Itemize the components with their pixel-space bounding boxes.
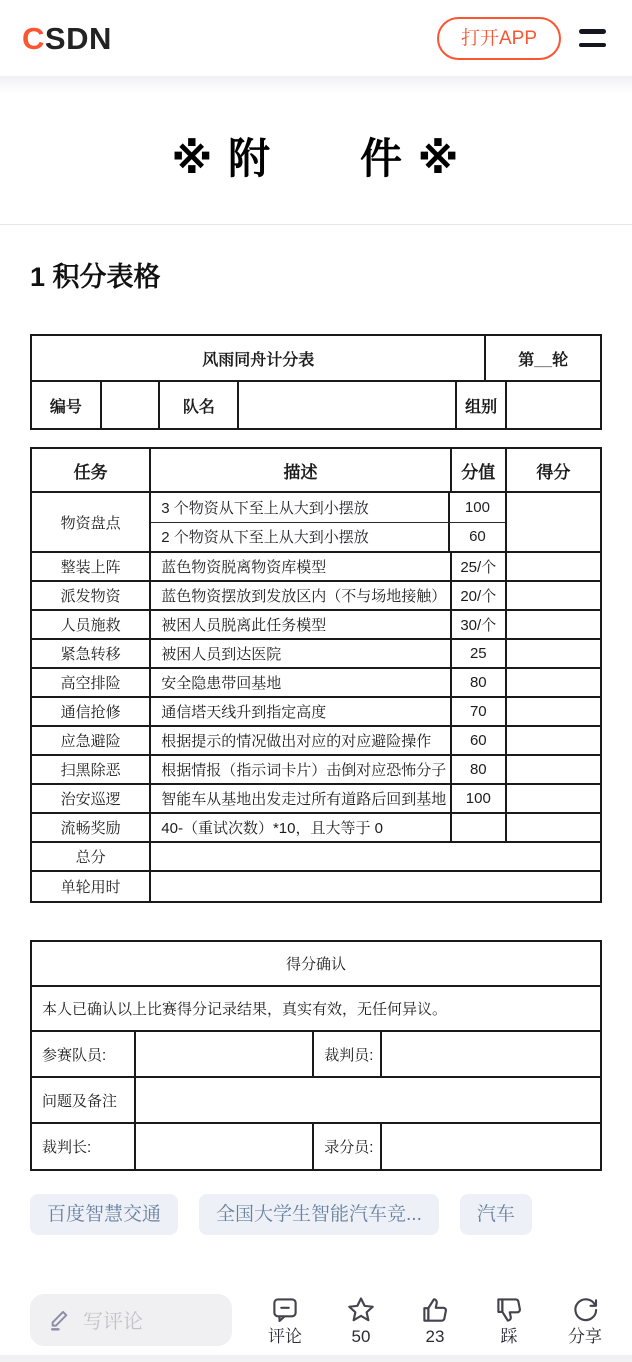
divider bbox=[0, 224, 632, 225]
desc-cell: 通信塔天线升到指定高度 bbox=[151, 698, 451, 725]
table-row bbox=[32, 611, 600, 640]
table-row bbox=[32, 553, 600, 582]
player-label: 参赛队员: bbox=[32, 1032, 136, 1076]
table-row bbox=[32, 727, 600, 756]
table-row bbox=[32, 669, 600, 698]
info-num-label: 编号 bbox=[32, 382, 102, 428]
task-cell: 扫黑除恶 bbox=[32, 756, 151, 783]
table-row bbox=[32, 814, 600, 843]
score-cell bbox=[507, 814, 600, 841]
desc-cell: 根据提示的情况做出对应的对应避险操作 bbox=[151, 727, 451, 754]
bottom-edge-strip bbox=[0, 1355, 632, 1362]
confirm-title: 得分确认 bbox=[285, 956, 346, 973]
table-row bbox=[32, 582, 600, 611]
page-title: ※ 附 件 ※ bbox=[171, 135, 461, 182]
desc-cell: 根据情报（指示词卡片）击倒对应恐怖分子 bbox=[151, 756, 451, 783]
desc-cell: 3 个物资从下至上从大到小摆放 bbox=[151, 493, 450, 522]
dislike-button[interactable] bbox=[494, 1295, 524, 1345]
comment-placeholder: 写评论 bbox=[83, 1311, 143, 1333]
col-score: 得分 bbox=[536, 462, 571, 482]
recorder-label: 录分员: bbox=[314, 1124, 382, 1169]
csdn-logo[interactable] bbox=[22, 20, 112, 56]
score-cell bbox=[507, 640, 600, 667]
task-cell: 派发物资 bbox=[32, 582, 151, 609]
table-row bbox=[32, 785, 600, 814]
total-field bbox=[151, 843, 600, 870]
table-row bbox=[32, 698, 600, 727]
thumbs-down-icon bbox=[494, 1295, 524, 1325]
value-cell: 20/个 bbox=[452, 582, 507, 609]
like-count: 23 bbox=[425, 1326, 445, 1346]
value-cell: 70 bbox=[452, 698, 507, 725]
score-cell bbox=[507, 727, 600, 754]
desc-cell: 被困人员到达医院 bbox=[151, 640, 451, 667]
referee-field bbox=[382, 1032, 600, 1076]
task-cell: 应急避险 bbox=[32, 727, 151, 754]
section-heading: 1 积分表格 bbox=[30, 262, 161, 292]
desc-cell: 2 个物资从下至上从大到小摆放 bbox=[151, 523, 450, 552]
desc-cell: 安全隐患带回基地 bbox=[151, 669, 451, 696]
score-cell bbox=[507, 785, 600, 812]
favorite-count: 50 bbox=[351, 1326, 371, 1346]
table-row-time bbox=[32, 872, 600, 901]
tag-list bbox=[30, 1194, 602, 1235]
logo-letters-sdn: SDN bbox=[44, 20, 112, 56]
total-label: 总分 bbox=[32, 843, 151, 870]
recorder-field bbox=[382, 1124, 600, 1169]
header-divider bbox=[0, 76, 632, 94]
logo-letter-c: C bbox=[22, 20, 45, 56]
info-group-field bbox=[507, 382, 600, 428]
open-app-button[interactable]: 打开APP bbox=[437, 17, 561, 60]
table-row bbox=[32, 493, 600, 553]
chief-field bbox=[136, 1124, 314, 1169]
score-table-header bbox=[32, 449, 600, 493]
share-button[interactable] bbox=[568, 1295, 602, 1345]
score-cell bbox=[507, 493, 600, 551]
desc-cell: 蓝色物资脱离物资库模型 bbox=[151, 553, 451, 580]
task-cell: 高空排险 bbox=[32, 669, 151, 696]
score-cell bbox=[507, 553, 600, 580]
info-table-title: 风雨同舟计分表 bbox=[32, 336, 486, 380]
dislike-label: 踩 bbox=[500, 1326, 518, 1346]
table-row-total bbox=[32, 843, 600, 872]
task-cell: 物资盘点 bbox=[32, 493, 151, 551]
value-cell: 60 bbox=[452, 727, 507, 754]
comment-input[interactable] bbox=[30, 1294, 232, 1346]
info-table bbox=[30, 334, 602, 430]
table-row bbox=[32, 640, 600, 669]
desc-cell: 蓝色物资摆放到发放区内（不与场地接触） bbox=[151, 582, 451, 609]
desc-cell: 被困人员脱离此任务模型 bbox=[151, 611, 451, 638]
task-cell: 紧急转移 bbox=[32, 640, 151, 667]
desc-cell: 智能车从基地出发走过所有道路后回到基地 bbox=[151, 785, 451, 812]
share-icon bbox=[570, 1295, 600, 1325]
referee-label: 裁判员: bbox=[314, 1032, 382, 1076]
score-table bbox=[30, 447, 602, 903]
info-team-label: 队名 bbox=[160, 382, 239, 428]
value-cell: 25/个 bbox=[452, 553, 507, 580]
score-cell bbox=[507, 698, 600, 725]
favorite-button[interactable] bbox=[346, 1295, 376, 1345]
task-cell: 人员施救 bbox=[32, 611, 151, 638]
col-value: 分值 bbox=[452, 449, 507, 491]
task-cell: 流畅奖励 bbox=[32, 814, 151, 841]
score-cell bbox=[507, 669, 600, 696]
col-desc: 描述 bbox=[151, 449, 451, 491]
thumbs-up-icon bbox=[420, 1295, 450, 1325]
score-cell bbox=[507, 582, 600, 609]
bottom-action-bar bbox=[0, 1283, 632, 1362]
value-cell: 80 bbox=[452, 756, 507, 783]
value-cell: 30/个 bbox=[452, 611, 507, 638]
score-cell bbox=[507, 756, 600, 783]
task-cell: 整装上阵 bbox=[32, 553, 151, 580]
col-task: 任务 bbox=[32, 449, 151, 491]
info-round-cell: 第__轮 bbox=[518, 351, 569, 369]
menu-icon[interactable] bbox=[579, 25, 606, 51]
value-cell: 25 bbox=[452, 640, 507, 667]
value-cell bbox=[452, 814, 507, 841]
confirm-table bbox=[30, 940, 602, 1171]
comment-icon bbox=[270, 1295, 300, 1325]
confirm-statement: 本人已确认以上比赛得分记录结果，真实有效，无任何异议。 bbox=[42, 1001, 448, 1018]
info-num-field bbox=[102, 382, 161, 428]
share-label: 分享 bbox=[568, 1326, 602, 1346]
tag-item[interactable]: 汽车 bbox=[460, 1194, 532, 1235]
info-group-label: 组别 bbox=[457, 382, 506, 428]
app-header bbox=[0, 0, 632, 76]
task-cell: 通信抢修 bbox=[32, 698, 151, 725]
comment-button[interactable] bbox=[268, 1295, 302, 1345]
tag-item[interactable]: 百度智慧交通 bbox=[30, 1194, 178, 1235]
notes-label: 问题及备注 bbox=[32, 1078, 136, 1122]
desc-cell: 40-（重试次数）*10，且大等于 0 bbox=[151, 814, 451, 841]
info-team-field bbox=[239, 382, 457, 428]
pencil-icon bbox=[47, 1307, 73, 1333]
value-cell: 80 bbox=[452, 669, 507, 696]
notes-field bbox=[136, 1078, 600, 1122]
star-icon bbox=[346, 1295, 376, 1325]
task-cell: 治安巡逻 bbox=[32, 785, 151, 812]
comment-count: 评论 bbox=[268, 1326, 302, 1346]
tag-item[interactable]: 全国大学生智能汽车竞... bbox=[199, 1194, 439, 1235]
value-cell: 100 bbox=[452, 785, 507, 812]
player-field bbox=[136, 1032, 314, 1076]
value-cell: 60 bbox=[469, 528, 486, 546]
value-cell: 100 bbox=[464, 498, 490, 516]
like-button[interactable] bbox=[420, 1295, 450, 1345]
score-cell bbox=[507, 611, 600, 638]
table-row bbox=[32, 756, 600, 785]
time-field bbox=[151, 872, 600, 901]
chief-label: 裁判长: bbox=[32, 1124, 136, 1169]
time-label: 单轮用时 bbox=[32, 872, 151, 901]
